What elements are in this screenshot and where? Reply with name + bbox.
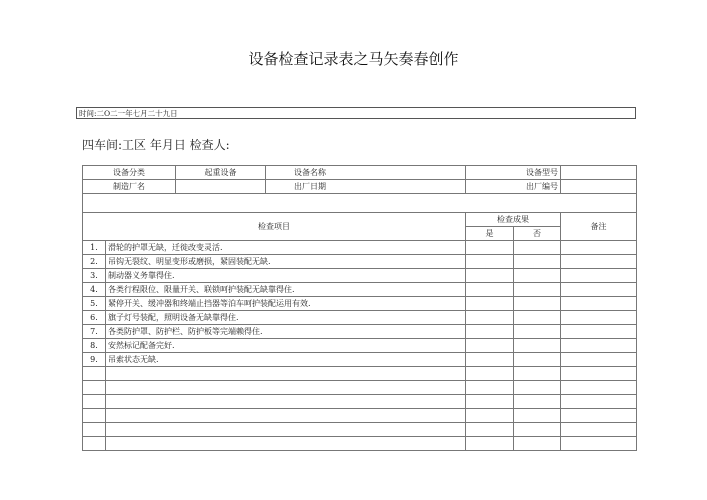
category-value: 起重设备: [176, 166, 266, 180]
table-row: [83, 297, 637, 311]
table-row: [83, 269, 637, 283]
no-cell[interactable]: [514, 381, 561, 395]
table-row: [83, 367, 637, 381]
yes-cell[interactable]: [466, 297, 514, 311]
item-number: 3.: [83, 269, 106, 283]
no-cell[interactable]: [514, 269, 561, 283]
item-text: 吊钩无裂纹、明显变形或磨损，紧固装配无缺.: [106, 255, 466, 269]
serial-value: [561, 180, 637, 194]
item-text: [106, 437, 466, 451]
item-text: 滑轮的护罩无缺，迁徙改变灵活.: [106, 241, 466, 255]
item-number: [83, 395, 106, 409]
no-cell[interactable]: [514, 297, 561, 311]
item-number: [83, 437, 106, 451]
yes-cell[interactable]: [466, 241, 514, 255]
no-cell[interactable]: [514, 283, 561, 297]
remark-cell[interactable]: [561, 353, 637, 367]
yes-cell[interactable]: [466, 423, 514, 437]
item-rows: [83, 241, 637, 451]
item-text: 各类防护罩、防护栏、防护板等完端赖得住.: [106, 325, 466, 339]
no-cell[interactable]: [514, 395, 561, 409]
no-cell[interactable]: [514, 339, 561, 353]
item-text: 旗子灯号装配，照明设备无缺靠得住.: [106, 311, 466, 325]
no-cell[interactable]: [514, 409, 561, 423]
item-number: [83, 367, 106, 381]
maker-label: 制造厂名: [83, 180, 176, 194]
item-number: [83, 423, 106, 437]
table-row: [83, 255, 637, 269]
remark-cell[interactable]: [561, 339, 637, 353]
info-row-1: [83, 166, 637, 180]
table-row: [83, 395, 637, 409]
table-row: [83, 423, 637, 437]
yes-cell[interactable]: [466, 311, 514, 325]
item-text: [106, 381, 466, 395]
category-label: 设备分类: [83, 166, 176, 180]
serial-label: 出厂编号: [466, 180, 561, 194]
yes-cell[interactable]: [466, 381, 514, 395]
date-line: [76, 107, 636, 119]
header-row-1: [83, 213, 637, 227]
remark-cell[interactable]: [561, 297, 637, 311]
blank-row: [83, 194, 637, 213]
inspection-table: [82, 165, 637, 451]
no-cell[interactable]: [514, 423, 561, 437]
model-value: [561, 166, 637, 180]
remark-cell[interactable]: [561, 241, 637, 255]
info-row-2: [83, 180, 637, 194]
remark-cell[interactable]: [561, 409, 637, 423]
remark-cell[interactable]: [561, 269, 637, 283]
yes-cell[interactable]: [466, 339, 514, 353]
item-header: 检查项目: [83, 213, 466, 241]
remark-cell[interactable]: [561, 283, 637, 297]
yes-cell[interactable]: [466, 269, 514, 283]
item-number: 2.: [83, 255, 106, 269]
no-header: 否: [514, 227, 561, 241]
table-row: [83, 311, 637, 325]
table-row: [83, 325, 637, 339]
remark-cell[interactable]: [561, 255, 637, 269]
name-label: 设备名称: [266, 166, 466, 180]
no-cell[interactable]: [514, 353, 561, 367]
yes-cell[interactable]: [466, 325, 514, 339]
item-text: 制动器义务靠得住.: [106, 269, 466, 283]
yes-cell[interactable]: [466, 437, 514, 451]
remark-cell[interactable]: [561, 325, 637, 339]
item-text: [106, 409, 466, 423]
yes-header: 是: [466, 227, 514, 241]
maker-value: [176, 180, 266, 194]
no-cell[interactable]: [514, 367, 561, 381]
page-title: 设备检查记录表之马矢奏春创作: [248, 50, 459, 68]
item-number: [83, 381, 106, 395]
item-number: 9.: [83, 353, 106, 367]
item-number: 1.: [83, 241, 106, 255]
remark-cell[interactable]: [561, 395, 637, 409]
item-number: 8.: [83, 339, 106, 353]
item-text: 吊索状态无缺.: [106, 353, 466, 367]
yes-cell[interactable]: [466, 283, 514, 297]
date-text: 时间:二O二一年七月二十九日: [79, 109, 178, 118]
item-text: [106, 395, 466, 409]
yes-cell[interactable]: [466, 255, 514, 269]
no-cell[interactable]: [514, 437, 561, 451]
item-number: 4.: [83, 283, 106, 297]
table-row: [83, 409, 637, 423]
yes-cell[interactable]: [466, 367, 514, 381]
item-number: 6.: [83, 311, 106, 325]
no-cell[interactable]: [514, 241, 561, 255]
model-label: 设备型号: [466, 166, 561, 180]
table-row: [83, 353, 637, 367]
remark-cell[interactable]: [561, 367, 637, 381]
table-row: [83, 381, 637, 395]
yes-cell[interactable]: [466, 409, 514, 423]
no-cell[interactable]: [514, 311, 561, 325]
remark-header: 备注: [561, 213, 637, 241]
item-text: [106, 423, 466, 437]
table-row: [83, 437, 637, 451]
item-text: 紧停开关、缓冲器和终端止挡器等泊车呵护装配运用有效.: [106, 297, 466, 311]
remark-cell[interactable]: [561, 437, 637, 451]
item-text: 各类行程限位、限量开关、联锁呵护装配无缺靠得住.: [106, 283, 466, 297]
item-text: [106, 367, 466, 381]
table-row: [83, 283, 637, 297]
remark-cell[interactable]: [561, 423, 637, 437]
table-row: [83, 339, 637, 353]
item-number: [83, 409, 106, 423]
item-number: 7.: [83, 325, 106, 339]
item-number: 5.: [83, 297, 106, 311]
remark-cell[interactable]: [561, 311, 637, 325]
date-label: 出厂日期: [266, 180, 466, 194]
result-header: 检查成果: [466, 213, 561, 227]
no-cell[interactable]: [514, 325, 561, 339]
yes-cell[interactable]: [466, 353, 514, 367]
item-text: 安然标记配备完好.: [106, 339, 466, 353]
no-cell[interactable]: [514, 255, 561, 269]
table-row: [83, 241, 637, 255]
remark-cell[interactable]: [561, 381, 637, 395]
yes-cell[interactable]: [466, 395, 514, 409]
workshop-line: 四车间:工区 年月日 检查人:: [82, 138, 230, 152]
